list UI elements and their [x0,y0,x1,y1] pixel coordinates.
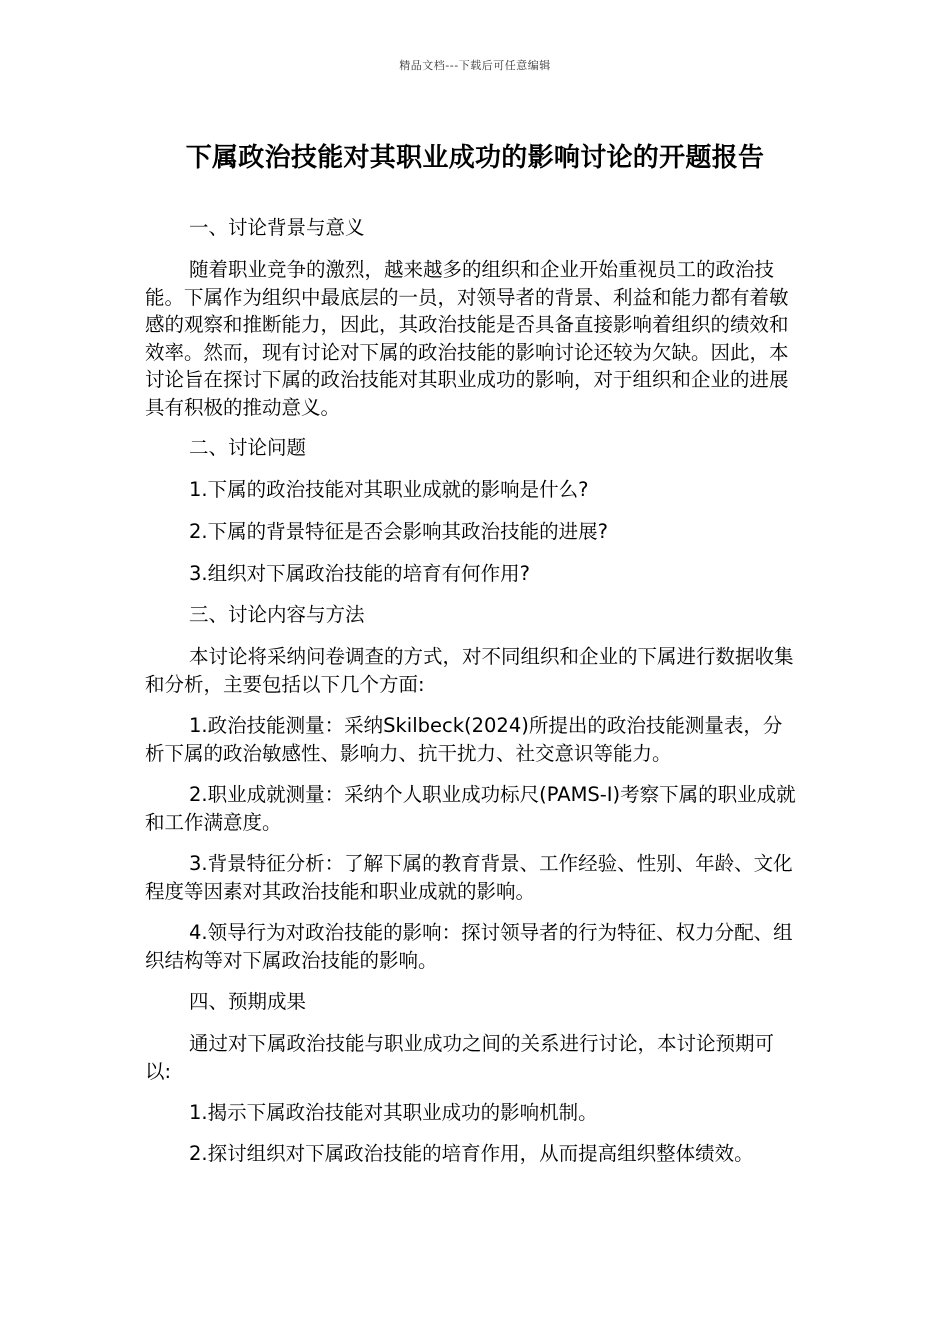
outcome-item: 2.探讨组织对下属政治技能的培育作用，从而提高组织整体绩效。 [189,1142,754,1165]
method-item: 1.政治技能测量：采纳Skilbeck(2024)所提出的政治技能测量表，分析下属的政治敏感性、影响力、抗干扰力、社交意识等能力。 [145,714,783,765]
section-heading-methods: 三、讨论内容与方法 [189,603,365,626]
document-title: 下属政治技能对其职业成功的影响讨论的开题报告 [185,143,765,173]
method-item: 2.职业成就测量：采纳个人职业成功标尺(PAMS-I)考察下属的职业成就和工作满意度。 [145,783,796,834]
method-item: 3.背景特征分析：了解下属的教育背景、工作经验、性别、年龄、文化程度等因素对其政治技能和职业成就的影响。 [145,852,793,903]
section-heading-questions: 二、讨论问题 [189,436,307,459]
question-item: 3.组织对下属政治技能的培育有何作用? [189,562,530,585]
section-heading-outcomes: 四、预期成果 [189,990,307,1013]
paragraph-outcomes-intro: 通过对下属政治技能与职业成功之间的关系进行讨论，本讨论预期可以: [145,1032,775,1083]
question-item: 2.下属的背景特征是否会影响其政治技能的进展? [189,520,608,543]
paragraph-methods-intro: 本讨论将采纳问卷调查的方式，对不同组织和企业的下属进行数据收集和分析，主要包括以下几个方面: [145,645,794,696]
paragraph-background: 随着职业竞争的激烈，越来越多的组织和企业开始重视员工的政治技能。下属作为组织中最底层的一员，对领导者的背景、利益和能力都有着敏感的观察和推断能力，因此，其政治技能是否具备直接影响着组织的绩效和效率。然而，现有讨论对下属的政治技能的影响讨论还较为欠缺。因此，本讨论旨在探讨下属的政治技能对其职业成功的影响，对于组织和企业的进展具有积极的推动意义。 [145,258,789,419]
outcome-item: 1.揭示下属政治技能对其职业成功的影响机制。 [189,1101,598,1124]
header-note: 精品文档---下载后可任意编辑 [399,59,551,72]
question-item: 1.下属的政治技能对其职业成就的影响是什么? [189,478,589,501]
body-text [145,0,800,1344]
method-item: 4.领导行为对政治技能的影响：探讨领导者的行为特征、权力分配、组织结构等对下属政治技能的影响。 [145,921,793,972]
section-heading-background: 一、讨论背景与意义 [189,216,365,239]
